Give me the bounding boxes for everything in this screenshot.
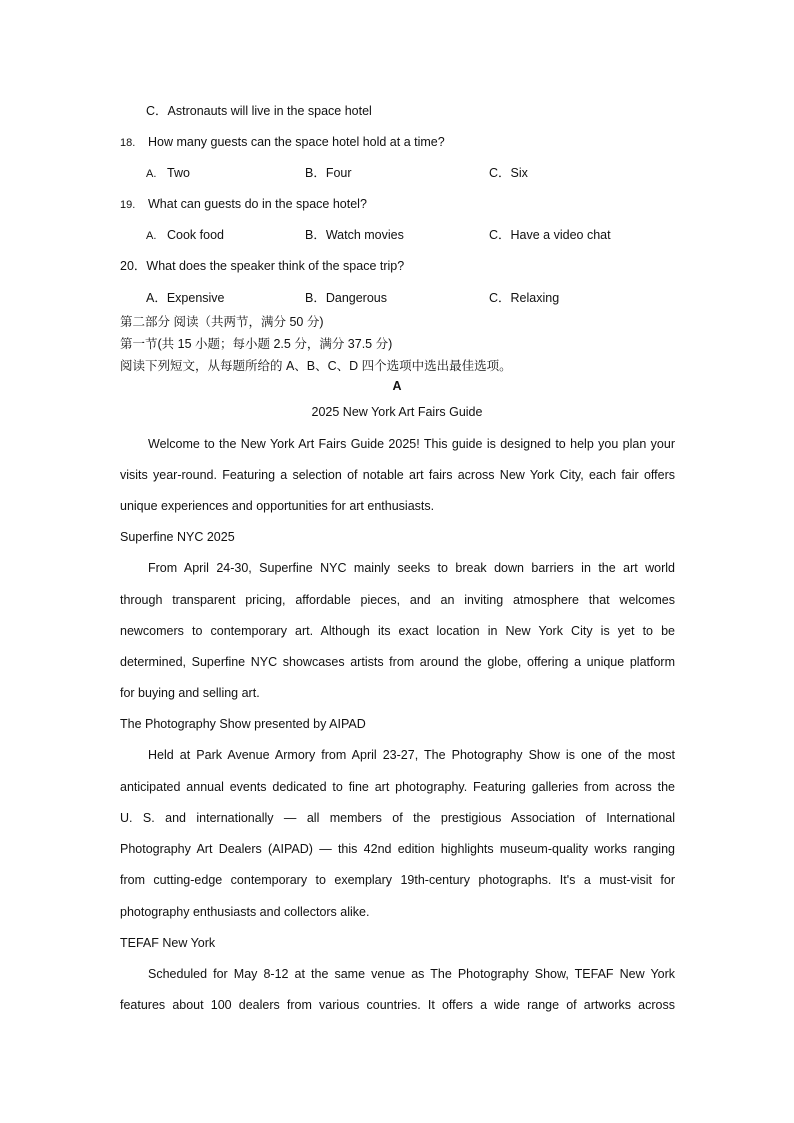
q18-option-a-letter: A. [146, 168, 157, 180]
photography-line: from cutting-edge contemporary to exemplary 19th-century photographs. It's a must-visit for [120, 873, 675, 887]
q18-option-c: C．Six [489, 166, 528, 180]
superfine-line: for buying and selling art. [120, 686, 260, 700]
q18-option-b: B．Four [305, 166, 352, 180]
q19-option-c: C．Have a video chat [489, 228, 611, 242]
q19-option-a: Cook food [167, 228, 224, 242]
photography-line: photography enthusiasts and collectors alike. [120, 905, 370, 919]
superfine-heading: Superfine NYC 2025 [120, 530, 235, 544]
q19-number: 19. [120, 199, 136, 211]
photography-heading: The Photography Show presented by AIPAD [120, 717, 366, 731]
q18-number: 18. [120, 137, 136, 149]
intro-line: unique experiences and opportunities for art enthusiasts. [120, 499, 435, 513]
q19-question: What can guests do in the space hotel? [148, 197, 367, 211]
intro-line: Welcome to the New York Art Fairs Guide 2025! This guide is designed to help you plan your [148, 437, 675, 451]
q20-option-c: C．Relaxing [489, 291, 560, 305]
part2-instruction: 阅读下列短文，从每题所给的 A、B、C、D 四个选项中选出最佳选项。 [120, 359, 512, 373]
q20-option-a: A．Expensive [146, 291, 225, 305]
superfine-line: newcomers to contemporary art. Although its exact location in New York City is yet to be [120, 624, 675, 638]
photography-line: U. S. and internationally — all members of the prestigious Association of International [120, 811, 675, 825]
q18-option-a: Two [167, 166, 190, 180]
passage-letter: A [392, 379, 402, 393]
part2-heading: 第二部分 阅读（共两节，满分 50 分) [120, 315, 324, 329]
intro-line: visits year-round. Featuring a selection of notable art fairs across New York City, each fair offers [120, 468, 675, 482]
tefaf-line: features about 100 dealers from various countries. It offers a wide range of artworks across [120, 998, 675, 1012]
guide-title: 2025 New York Art Fairs Guide [311, 405, 483, 419]
part2-section1: 第一节(共 15 小题；每小题 2.5 分，满分 37.5 分) [120, 337, 393, 351]
superfine-line: through transparent pricing, affordable pieces, and an inviting atmosphere that welcomes [120, 593, 675, 607]
q20-option-b: B．Dangerous [305, 291, 387, 305]
photography-line: anticipated annual events dedicated to fine art photography. Featuring galleries from across the [120, 780, 675, 794]
tefaf-heading: TEFAF New York [120, 936, 216, 950]
photography-line: Held at Park Avenue Armory from April 23-27, The Photography Show is one of the most [148, 748, 675, 762]
photography-line: Photography Art Dealers (AIPAD) — this 42nd edition highlights museum-quality works ranging [120, 842, 675, 856]
q17-option-c: C．Astronauts will live in the space hotel [146, 104, 372, 118]
superfine-line: determined, Superfine NYC showcases artists from around the globe, offering a unique platform [120, 655, 675, 669]
q18-question: How many guests can the space hotel hold at a time? [148, 135, 445, 149]
q20-question: 20．What does the speaker think of the space trip? [120, 259, 405, 273]
q19-option-b: B．Watch movies [305, 228, 404, 242]
superfine-line: From April 24-30, Superfine NYC mainly seeks to break down barriers in the art world [148, 561, 675, 575]
q19-option-a-letter: A. [146, 230, 157, 242]
tefaf-line: Scheduled for May 8-12 at the same venue as The Photography Show, TEFAF New York [148, 967, 675, 981]
